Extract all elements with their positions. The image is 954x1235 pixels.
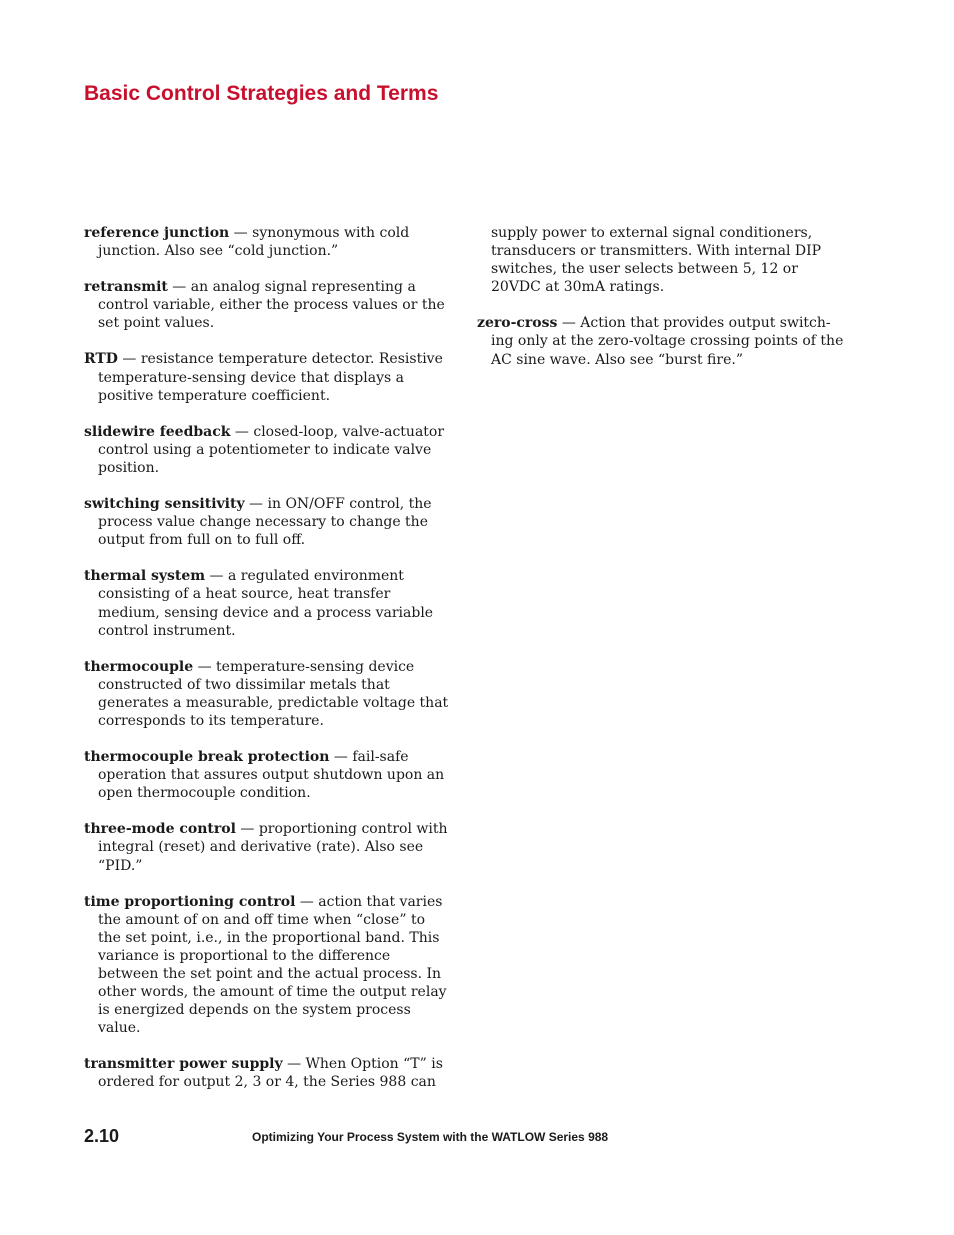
glossary-term: transmitter power supply <box>84 1056 283 1073</box>
glossary-entry-retransmit <box>84 278 452 332</box>
glossary-definition: — resistance temperature detector. Resistive temperature-sensing device that displays a positive temperature coefficient. <box>98 351 443 404</box>
glossary-definition: — a regulated environment consisting of a heat source, heat transfer medium, sensing device and a process variable control instrument. <box>98 568 434 639</box>
glossary-entry-thermocouple-break-protection <box>84 748 452 802</box>
glossary-definition: — closed-loop, valve-actuator control using a potentiometer to indicate valve position. <box>98 423 445 476</box>
glossary-entry-continuation <box>477 224 847 296</box>
glossary-definition: — When Option “T” is ordered for output 2, 3 or 4, the Series 988 can <box>98 1056 443 1091</box>
glossary-entry-thermal-system <box>84 567 452 639</box>
glossary-definition: — in ON/OFF control, the process value change necessary to change the output from full on to full off. <box>98 496 432 549</box>
glossary-definition: — proportioning control with integral (reset) and derivative (rate). Also see “PID.” <box>98 821 448 874</box>
glossary-term: zero-cross <box>477 315 558 332</box>
glossary-term: thermocouple <box>84 658 194 675</box>
glossary-term: time proportioning control <box>84 893 296 910</box>
glossary-definition: — an analog signal representing a control variable, either the process values or the set point values. <box>98 279 445 332</box>
glossary-term: slidewire feedback <box>84 423 231 440</box>
glossary-term: three-mode control <box>84 821 236 838</box>
glossary-entry-slidewire-feedback <box>84 423 452 477</box>
glossary-entry-reference-junction <box>84 224 452 260</box>
glossary-term: thermal system <box>84 568 206 585</box>
glossary-left-column <box>84 224 452 1110</box>
glossary-entry-transmitter-power-supply <box>84 1055 452 1091</box>
glossary-term: RTD <box>84 351 118 368</box>
glossary-term: reference junction <box>84 225 230 241</box>
page-number: 2.10 <box>84 1126 120 1146</box>
footer-title: Optimizing Your Process System with the WATLOW Series 988 <box>252 1130 609 1144</box>
glossary-definition: — synonymous with cold junction. Also see “cold junction.” <box>98 225 410 260</box>
glossary-term: switching sensitivity <box>84 496 245 513</box>
glossary-entry-switching-sensitivity <box>84 495 452 549</box>
glossary-definition: — temperature-sensing device constructed of two dissimilar metals that generates a measurable, predictable voltage that corresponds to its temperature. <box>98 658 449 729</box>
glossary-definition: — Action that provides output switch-ing only at the zero-voltage crossing points of the AC sine wave. Also see “burst fire.” <box>491 315 844 368</box>
glossary-entry-three-mode-control <box>84 820 452 874</box>
glossary-term: retransmit <box>84 279 168 296</box>
glossary-definition: — fail-safe operation that assures output shutdown upon an open thermocouple condition. <box>98 749 445 802</box>
glossary-right-column <box>477 224 847 387</box>
glossary-term: thermocouple break protection <box>84 749 330 766</box>
glossary-entry-time-proportioning-control <box>84 893 452 1038</box>
page-title: Basic Control Strategies and Terms <box>84 82 439 105</box>
glossary-definition: — action that varies the amount of on and off time when “close” to the set point, i.e., in the proportional band. This variance is proportional to the difference between the set point and the actual process. In other words, the amount of time the output relay is energized depends on the system process value. <box>98 893 447 1037</box>
glossary-entry-thermocouple <box>84 658 452 730</box>
glossary-definition: supply power to external signal conditioners, transducers or transmitters. With internal DIP switches, the user selects between 5, 12 or 20VDC at 30mA ratings. <box>491 225 822 296</box>
glossary-entry-rtd <box>84 350 452 404</box>
glossary-entry-zero-cross <box>477 314 847 368</box>
